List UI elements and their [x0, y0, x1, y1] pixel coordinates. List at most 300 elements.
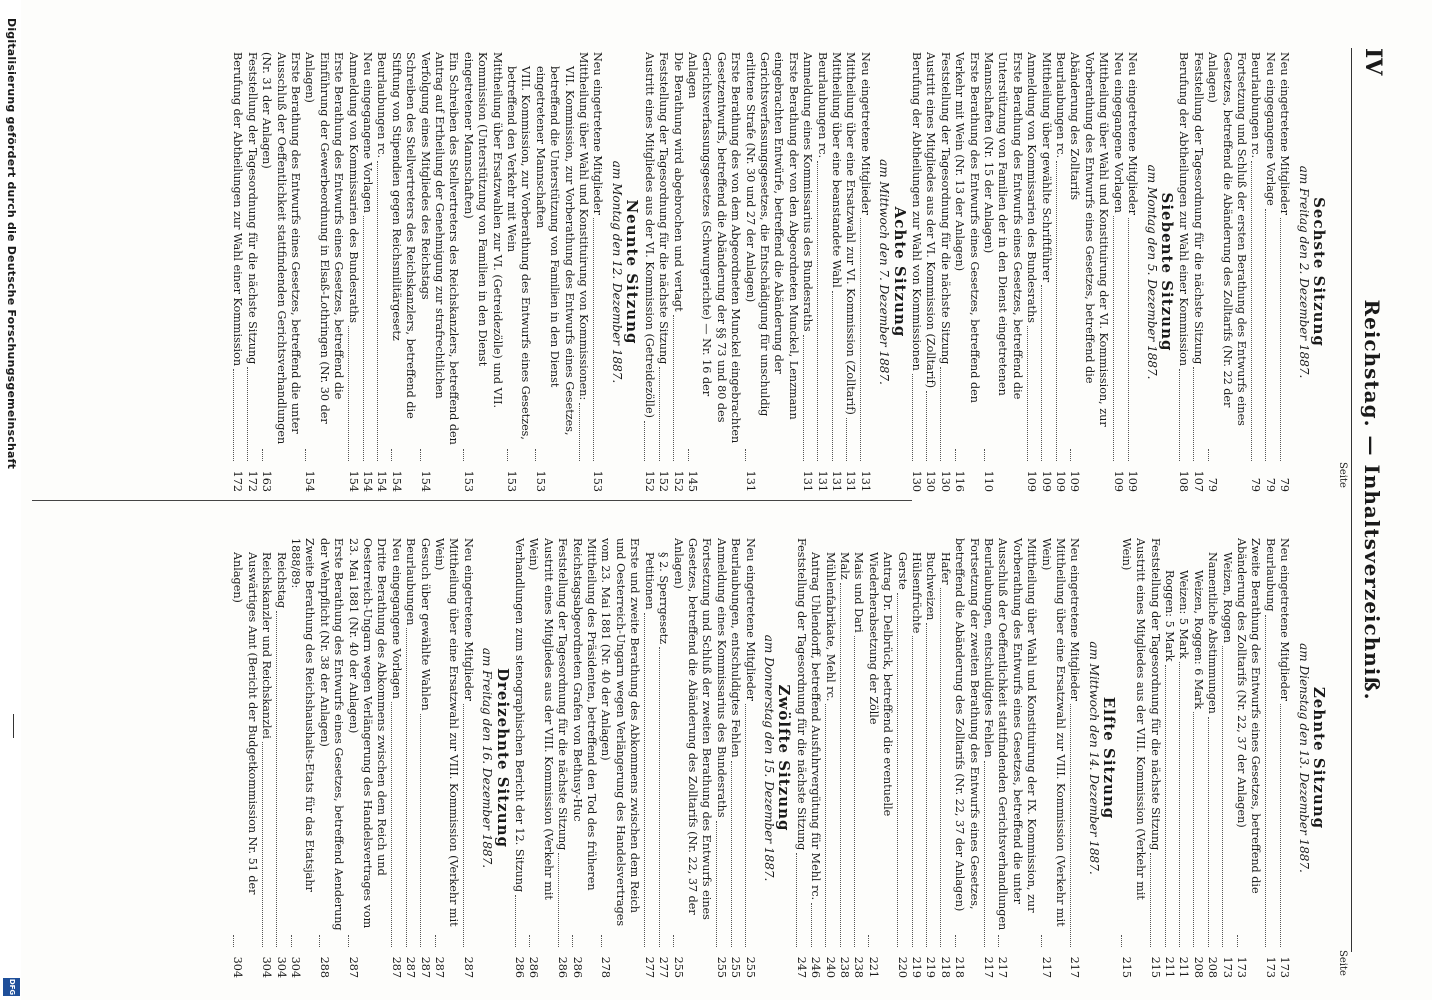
toc-entry	[670, 52, 684, 492]
dot-leader	[846, 418, 847, 461]
dot-leader	[535, 449, 536, 461]
toc-entry	[1067, 52, 1110, 492]
toc-page-number: 255	[714, 956, 728, 978]
dot-leader	[233, 369, 234, 461]
dot-leader	[659, 367, 660, 461]
toc-entry	[504, 52, 533, 492]
toc-entry	[1190, 538, 1204, 978]
toc-page-number: 304	[288, 956, 302, 978]
toc-page-number: 131	[815, 470, 829, 492]
toc-entry	[894, 538, 908, 978]
toc-page-number: 217	[996, 956, 1010, 978]
toc-entry-text: Hafer	[938, 552, 952, 585]
toc-page-number: 304	[231, 956, 245, 978]
toc-page-number: 287	[404, 956, 418, 978]
toc-page-number: 116	[953, 470, 967, 492]
toc-entry	[742, 52, 800, 492]
page-number: IV	[1360, 48, 1386, 76]
toc-entry-text: Hülsenfrüchte	[910, 552, 924, 634]
toc-page-number: 108	[1177, 470, 1191, 492]
toc-entry-text: Mühlenfabrikate, Mehl rc.	[823, 552, 837, 702]
dot-leader	[940, 367, 941, 461]
dot-leader	[897, 593, 898, 947]
dot-leader	[579, 403, 580, 461]
toc-entry-text: Erste Berathung des Entwurfs eines Gesetzes, betreffend die Unterstützung von Familien der in den Dienst eingetretenen Mannschaften (Nr. 15 der Anlagen)	[982, 52, 1024, 400]
toc-entry	[345, 52, 359, 492]
toc-page-number: 304	[274, 956, 288, 978]
toc-entry-text: Fortsetzung und Schluß der zweiten Berathung des Entwurfs eines Gesetzes, betreffend die Abänderung des Zolltarifs (Nr. 22, 37 der Anlagen)	[671, 538, 714, 920]
dot-leader	[832, 291, 833, 461]
toc-entry	[685, 52, 743, 492]
dot-leader	[1237, 935, 1238, 947]
dot-leader	[731, 761, 732, 947]
toc-entry	[1176, 52, 1190, 492]
toc-page-number: 287	[418, 956, 432, 978]
session-date: am Freitag den 2. Dezember 1887.	[1296, 165, 1311, 379]
toc-entry	[865, 538, 894, 978]
dot-leader	[811, 903, 812, 947]
toc-entry	[1248, 52, 1262, 492]
seite-label-right: Seite	[1337, 950, 1348, 976]
right-column	[230, 538, 1328, 978]
toc-page-number: 287	[461, 956, 475, 978]
toc-entry	[800, 52, 814, 492]
toc-page-number: 255	[743, 956, 757, 978]
toc-page-number: 109	[1025, 470, 1039, 492]
toc-entry-text: Dritte Berathung des Abkommens zwischen dem Reich und Oesterreich-Ungarn wegen Verlängerung des Handelsvertrages vom 23. Mai 1881 (Nr. 40 der Anlagen)	[346, 538, 389, 929]
toc-entry	[1038, 538, 1067, 978]
toc-entry	[641, 538, 655, 978]
toc-entry	[641, 52, 655, 492]
toc-entry	[1125, 52, 1139, 492]
toc-entry	[403, 538, 417, 978]
session-date: am Montag den 5. Dezember 1887.	[1144, 164, 1159, 380]
dot-leader	[363, 216, 364, 461]
session-date: am Dienstag den 13. Dezember 1887.	[1296, 643, 1311, 873]
toc-entry	[1053, 52, 1067, 492]
toc-entry-text: Malz	[838, 552, 851, 580]
dot-leader	[276, 611, 277, 947]
toc-entry-text: Weizen: 5 Mark	[1177, 570, 1191, 659]
toc-entry-text: Petitionen	[642, 552, 656, 610]
toc-entry-text: Erste Berathung des Entwurfs eines Gesetzes, betreffend Aenderung der Wehrpflicht (Nr. 38 der Anlagen)	[317, 538, 346, 931]
toc-entry-text: Austritt eines Mitgliedes aus der VIII. Kommission (Verkehr mit Wein)	[1119, 538, 1148, 900]
toc-entry	[851, 538, 865, 978]
dot-leader	[659, 647, 660, 947]
toc-page-number: 153	[591, 470, 605, 492]
toc-entry	[981, 52, 1024, 492]
toc-page-number: 286	[527, 956, 541, 978]
dot-leader	[745, 449, 746, 461]
toc-entry-text: Erste Berathung des Entwurfs eines Gesetzes, betreffend den Verkehr mit Wein (Nr. 13 der Anlagen)	[953, 52, 981, 403]
dot-leader	[1128, 218, 1129, 461]
toc-entry-text: Neu eingegangene Vorlagen	[1111, 52, 1125, 213]
toc-entry-text: Beurlaubungen rc.	[375, 52, 389, 159]
toc-entry-text: Anmeldung eines Kommissarius des Bundesraths	[801, 52, 815, 332]
toc-page-number: 79	[1263, 477, 1277, 492]
session-title: Dreizehnte Sitzung	[493, 668, 512, 848]
toc-page-number: 211	[1177, 956, 1191, 978]
toc-entry	[1147, 538, 1161, 978]
dot-leader	[247, 367, 248, 461]
toc-entry	[316, 538, 345, 978]
toc-page-number: 238	[852, 956, 866, 978]
toc-entry	[360, 52, 374, 492]
toc-entry-text: Fortsetzung und Schluß der ersten Berathung des Entwurfs eines Gesetzes, betreffend die Abänderung des Zolltarifs (Nr. 22 der Anlagen)	[1206, 52, 1248, 426]
dot-leader	[529, 935, 530, 947]
dot-leader	[1165, 665, 1166, 947]
dot-leader	[955, 935, 956, 947]
toc-entry-text: Mais und Dari	[852, 552, 866, 633]
toc-entry	[1118, 538, 1147, 978]
session-title: Siebente Sitzung	[1157, 192, 1176, 352]
toc-entry	[742, 538, 756, 978]
dot-leader	[860, 218, 861, 461]
toc-entry	[814, 52, 828, 492]
toc-page-number: 220	[895, 956, 909, 978]
dot-leader	[796, 853, 797, 947]
dot-leader	[912, 636, 913, 947]
toc-entry	[808, 538, 822, 978]
toc-entry	[259, 538, 273, 978]
toc-entry-text: Neu eingetretene Mitglieder	[461, 538, 475, 701]
toc-entry	[345, 538, 388, 978]
toc-entry-text: Feststellung der Tagesordnung für die nächste Sitzung	[1191, 52, 1205, 365]
dot-leader	[1208, 449, 1209, 461]
toc-entry-text: Neu eingegangene Vorlagen	[361, 52, 374, 213]
toc-page-number: 154	[361, 470, 374, 492]
toc-entry	[1110, 52, 1124, 492]
toc-page-number: 173	[1263, 956, 1277, 978]
toc-entry-text: Reichskanzler und Reichskanzlei	[260, 552, 274, 739]
dot-leader	[463, 449, 464, 461]
toc-entry	[230, 52, 244, 492]
toc-entry-text: Feststellung der Tagesordnung für die nächste Sitzung	[556, 538, 570, 851]
toc-page-number: 219	[924, 956, 938, 978]
toc-entry-text: § 2. Sperrgesetz	[657, 552, 671, 645]
dfg-logo-icon: DFG	[3, 978, 20, 996]
dot-leader	[1193, 712, 1194, 947]
toc-entry-text: Anmeldung von Kommissarien des Bundesraths	[1025, 52, 1039, 323]
toc-page-number: 211	[1162, 956, 1176, 978]
toc-entry	[952, 52, 981, 492]
toc-entry-text: Beurlaubung	[1263, 538, 1277, 612]
toc-entry	[909, 52, 923, 492]
toc-entry-text: Neu eingetretene Mitglieder	[1278, 538, 1292, 701]
dot-leader	[817, 161, 818, 461]
dot-leader	[1222, 646, 1223, 947]
toc-entry-text: Beurlaubungen rc.	[1054, 52, 1068, 159]
toc-page-number: 286	[513, 956, 527, 978]
toc-entry	[909, 538, 923, 978]
toc-entry	[923, 538, 937, 978]
toc-entry-text: Verhandlungen zum stenographischen Bericht der 12. Sitzung	[513, 538, 527, 893]
toc-page-number: 288	[317, 956, 331, 978]
toc-entry	[230, 538, 259, 978]
toc-page-number: 208	[1191, 956, 1205, 978]
session-title: Zwölfte Sitzung	[775, 684, 794, 832]
toc-page-number: 154	[375, 470, 389, 492]
toc-entry-text: Austritt eines Mitgliedes aus der VIII. Kommission (Verkehr mit Wein)	[527, 538, 555, 900]
toc-page-number: 277	[642, 956, 656, 978]
toc-page-number: 79	[1278, 477, 1292, 492]
toc-entry	[995, 538, 1038, 978]
dot-leader	[319, 935, 320, 947]
toc-entry	[822, 538, 836, 978]
dot-leader	[291, 935, 292, 947]
dot-leader	[745, 704, 746, 947]
toc-page-number: 153	[533, 470, 547, 492]
dot-leader	[673, 315, 674, 461]
dot-leader	[644, 613, 645, 947]
dot-leader	[840, 583, 841, 947]
toc-entry-text: Erste Berathung des Entwurfs eines Gesetzes, betreffend die Einführung der Gewerbeordnung in Elsaß-Lothringen (Nr. 30 der Anlagen)	[303, 52, 346, 424]
page-title: Reichstag. — Inhaltsverzeichniß.	[1360, 299, 1384, 701]
session-date: am Montag den 12. Dezember 1887.	[609, 160, 624, 384]
toc-page-number: 154	[346, 470, 360, 492]
dot-leader	[854, 636, 855, 947]
toc-entry	[1162, 538, 1176, 978]
session-date: am Freitag den 16. Dezember 1887.	[480, 647, 495, 869]
toc-entry	[1234, 538, 1263, 978]
toc-entry	[288, 538, 317, 978]
toc-entry-text: Erste Berathung des von dem Abgeordneten Munckel eingebrachten Gesetzentwurfs, betreffend die Abänderung der §§ 73 und 80 des Gerichtsverfassungsgesetzes (Schwurgerichte) — Nr. 16 der Anlagen	[685, 52, 743, 444]
toc-entry	[728, 538, 742, 978]
toc-entry	[843, 52, 857, 492]
toc-page-number: 173	[1220, 956, 1234, 978]
digitization-credit-strip	[0, 0, 21, 1000]
dot-leader	[305, 449, 306, 461]
dot-leader	[391, 702, 392, 947]
toc-page-number: 131	[858, 470, 872, 492]
toc-page-number: 79	[1249, 477, 1263, 492]
toc-entry-text: Neu eingegangene Vorlage	[1263, 52, 1277, 206]
toc-entry-text: Weizen, Roggen	[1220, 552, 1234, 643]
toc-entry-text: VII. Kommission, zur Vorberathung des Entwurfs eines Gesetzes, betreffend die Unterstützung von Familien in den Dienst eingetretener Mannschaften	[533, 66, 576, 436]
toc-entry	[857, 52, 871, 492]
toc-entry-text: Mittheilung über Wahl und Konstituirung der IX. Kommission, zur Vorberathung des Entwurfs eines Gesetzes, betreffend die unter Ausschluß der Oeffentlichkeit stattfindenden Gerichtsverhandlungen	[996, 538, 1039, 931]
toc-entry-text: Beurlaubungen, entschuldigtes Fehlen	[729, 538, 743, 758]
toc-entry-text: Beurlaubungen rc.	[815, 52, 829, 159]
toc-page-number: 109	[1054, 470, 1068, 492]
toc-page-number: 153	[461, 470, 475, 492]
toc-entry-text: Feststellung der Tagesordnung für die nächste Sitzung	[1148, 538, 1162, 851]
toc-page-number: 217	[982, 956, 996, 978]
toc-entry	[1038, 52, 1052, 492]
toc-entry-text: Anmeldung von Kommissarien des Bundesraths	[346, 52, 360, 323]
toc-page-number: 173	[1278, 956, 1292, 978]
toc-entry	[1205, 538, 1219, 978]
dot-leader	[1041, 935, 1042, 947]
toc-entry-text: Erste Berathung der von den Abgeordneten Munckel, Lenzmann eingebrachten Entwürfe, betreffend die Abänderung der Gerichtsverfassungsgesetzes, die Entschädigung für unschuldig erlittene Strafe (Nr. 30 und 27 der Anlagen)	[743, 52, 800, 420]
dot-leader	[803, 335, 804, 461]
dot-leader	[1041, 285, 1042, 461]
toc-entry	[374, 52, 388, 492]
toc-entry-text: Neu eingetretene Mitglieder	[858, 52, 872, 215]
toc-entry	[417, 52, 460, 492]
toc-entry-text: Mittheilung über eine beanstandete Wahl	[830, 52, 843, 288]
left-column	[230, 52, 1328, 492]
toc-page-number: 131	[830, 470, 843, 492]
toc-page-number: 163	[260, 470, 274, 492]
toc-page-number: 109	[1068, 470, 1082, 492]
toc-page-number: 277	[657, 956, 671, 978]
toc-page-number: 131	[844, 470, 858, 492]
toc-entry-text: Austritt eines Mitgliedes aus der VI. Kommission (Zolltarif)	[924, 52, 938, 389]
toc-page-number: 217	[1039, 956, 1053, 978]
toc-entry-text: Beurlaubungen, entschuldigtes Fehlen	[982, 538, 996, 758]
toc-entry-text: Mittheilung über gewählte Schriftführer	[1039, 52, 1053, 283]
toc-entry-text: Neu eingetretene Mitglieder	[1126, 52, 1140, 215]
dot-leader	[940, 588, 941, 947]
toc-page-number: 154	[303, 470, 317, 492]
toc-page-number: 153	[505, 470, 519, 492]
toc-entry-text: Feststellung der Tagesordnung für die nächste Sitzung	[657, 52, 671, 365]
dot-leader	[984, 449, 985, 461]
toc-entry	[1262, 52, 1276, 492]
toc-page-number: 172	[245, 470, 259, 492]
toc-entry	[576, 52, 590, 492]
toc-page-number: 218	[953, 956, 967, 978]
toc-entry	[837, 538, 851, 978]
dot-leader	[262, 742, 263, 947]
dot-leader	[1113, 216, 1114, 461]
toc-entry	[259, 52, 302, 492]
toc-page-number: 221	[866, 956, 880, 978]
dot-leader	[601, 935, 602, 947]
toc-entry-text: Erste Berathung des Entwurfs eines Gesetzes, betreffend die unter Ausschluß der Oeffentlichkeit stattfindenden Gerichtsverhandlungen (Nr. 31 der Anlagen)	[260, 52, 302, 445]
toc-entry-text: Berufung der Abtheilungen zur Wahl einer Kommission	[1177, 52, 1191, 367]
toc-entry-text: Berufung der Abtheilungen zur Wahl einer Kommission	[231, 52, 245, 367]
dot-leader	[233, 935, 234, 947]
toc-page-number: 286	[556, 956, 570, 978]
toc-entry-text: Roggen: 5 Mark	[1162, 570, 1176, 662]
dot-leader	[558, 853, 559, 947]
dot-leader	[998, 935, 999, 947]
dot-leader	[348, 935, 349, 947]
column-divider	[32, 500, 912, 501]
toc-entry	[1067, 538, 1081, 978]
toc-entry	[1205, 52, 1248, 492]
toc-entry-text: Neu eingegangene Vorlagen	[389, 538, 403, 699]
toc-entry-text: Neu eingetretene Mitglieder	[1068, 538, 1082, 701]
toc-entry	[244, 52, 258, 492]
session-date: am Mittwoch den 14. Dezember 1887.	[1086, 641, 1101, 875]
toc-entry-text: Neu eingetretene Mitglieder	[591, 52, 605, 215]
dot-leader	[1121, 935, 1122, 947]
dot-leader	[926, 391, 927, 461]
toc-entry-text: Reichstag	[274, 552, 288, 609]
toc-page-number: 152	[657, 470, 671, 492]
toc-entry	[512, 538, 526, 978]
dot-leader	[688, 449, 689, 461]
dot-leader	[1265, 209, 1266, 461]
dot-leader	[507, 449, 508, 461]
toc-page-number: 208	[1206, 956, 1220, 978]
toc-page-number: 131	[801, 470, 815, 492]
toc-entry-text: Antrag Dr. Delbrück, betreffend die eventuelle Wiederherabsetzung der Zölle	[866, 552, 895, 817]
toc-page-number: 109	[1111, 470, 1125, 492]
toc-page-number: 217	[1068, 956, 1082, 978]
toc-page-number: 287	[433, 956, 447, 978]
toc-entry	[526, 538, 555, 978]
toc-entry	[388, 538, 402, 978]
toc-page-number: 246	[809, 956, 823, 978]
toc-entry-text: Schreiben des Stellvertreters des Reichskanzlers, betreffend die Stiftung von Stipendien gegen Reichsmilitärgesetz	[389, 52, 418, 419]
toc-page-number: 130	[910, 470, 924, 492]
toc-entry	[713, 538, 727, 978]
toc-entry-text: Mittheilung über Wahl und Konstituirung von Kommissionen:	[577, 52, 591, 401]
dot-leader	[1056, 161, 1057, 461]
toc-entry	[656, 52, 670, 492]
toc-entry-text: Fortsetzung der zweiten Berathung des Entwurfs eines Gesetzes, betreffend die Abänderung des Zolltarifs (Nr. 22, 37 der Anlagen)	[953, 538, 981, 912]
toc-page-number: 255	[671, 956, 685, 978]
session-date: am Donnerstag den 15. Dezember 1887.	[761, 634, 776, 882]
dot-leader	[825, 704, 826, 947]
dot-leader	[926, 623, 927, 947]
toc-page-number: 215	[1148, 956, 1162, 978]
session-title: Elfte Sitzung	[1100, 696, 1119, 820]
toc-entry	[937, 52, 951, 492]
dot-leader	[420, 449, 421, 461]
toc-page-number: 130	[924, 470, 938, 492]
toc-entry	[1219, 538, 1233, 978]
toc-entry	[1277, 52, 1291, 492]
seite-label-left: Seite	[1337, 462, 1348, 488]
toc-entry-text: VIII. Kommission, zur Vorberathung des Entwurfs eines Gesetzes, betreffend den Verkehr mit Wein	[505, 66, 533, 440]
toc-entry-text: Anmeldung eines Kommissarius des Bundesraths	[714, 538, 728, 818]
toc-entry-text: Mittheilung über eine Ersatzwahl zur VI. Kommission (Zolltarif)	[844, 52, 858, 415]
toc-page-number: 287	[346, 956, 360, 978]
session-title: Zehnte Sitzung	[1310, 686, 1328, 830]
toc-entry	[952, 538, 981, 978]
toc-entry-text: Weizen, Roggen: 6 Mark	[1191, 570, 1205, 710]
toc-entry-text: Ein Schreiben des Stellvertreters des Reichskanzlers, betreffend den Antrag auf Ertheilung der Genehmigung zur strafrechtlichen Verfolgung eines Mitgliedes des Reichstags	[418, 52, 461, 445]
dot-leader	[1280, 218, 1281, 461]
dot-leader	[673, 935, 674, 947]
dot-leader	[1070, 704, 1071, 947]
digitization-credit: Digitalisierung gefördert durch die Deutsche Forschungsgemeinschaft	[5, 18, 18, 470]
margin-tick	[13, 714, 14, 738]
toc-entry	[569, 538, 598, 978]
toc-entry	[1262, 538, 1276, 978]
toc-entry-text: Feststellung der Tagesordnung für die nächste Sitzung	[794, 538, 808, 851]
toc-page-number: 287	[389, 956, 403, 978]
toc-entry	[432, 538, 461, 978]
dot-leader	[868, 935, 869, 947]
toc-page-number: 110	[982, 470, 996, 492]
toc-page-number: 238	[838, 956, 851, 978]
toc-entry	[937, 538, 951, 978]
toc-entry-text: Mittheilung des Präsidenten, betreffend den Tod des früheren Reichstagsabgeordneten Grafen von Bethusy-Huc	[570, 538, 599, 891]
dot-leader	[1150, 853, 1151, 947]
toc-entry-text: Zweite Berathung des Entwurfs eines Gesetzes, betreffend die Abänderung des Zolltarifs (Nr. 22, 37 der Anlagen)	[1234, 538, 1263, 894]
toc-page-number: 173	[1234, 956, 1248, 978]
toc-page-number: 240	[823, 956, 837, 978]
dot-leader	[1027, 326, 1028, 461]
dot-leader	[463, 704, 464, 947]
toc-entry-text: Austritt eines Mitgliedes aus der VI. Kommission (Getreidezölle)	[642, 52, 656, 418]
dot-leader	[348, 326, 349, 461]
toc-entry-text: Buchweizen	[924, 552, 938, 621]
dot-leader	[984, 761, 985, 947]
session-title: Sechste Sitzung	[1310, 197, 1328, 347]
toc-page-number: 154	[418, 470, 432, 492]
toc-entry-text: Mittheilung über eine Ersatzwahl zur VIII. Kommission (Verkehr mit Wein)	[1039, 538, 1068, 927]
toc-entry	[793, 538, 807, 978]
toc-page-number: 304	[260, 956, 274, 978]
dot-leader	[1179, 662, 1180, 947]
